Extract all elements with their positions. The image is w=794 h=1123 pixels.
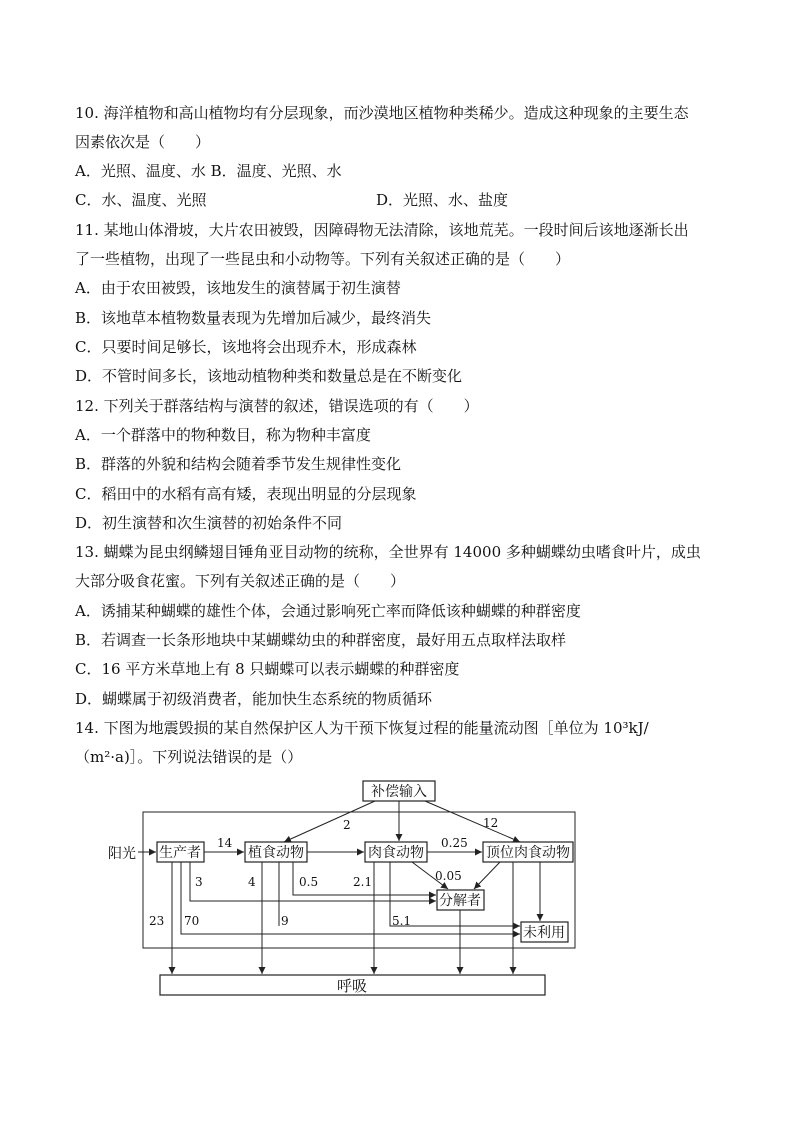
q10-option-c: C．水、温度、光照 [75,191,207,209]
carnivore-label: 肉食动物 [368,845,424,861]
label-producer-unused: 70 [184,914,200,928]
q12-option-a: A．一个群落中的物种数目，称为物种丰富度 [75,426,371,444]
label-herbivore-resp: 4 [248,875,256,889]
q11-option-b: B．该地草本植物数量表现为先增加后减少，最终消失 [75,309,432,327]
q13-stem-line1: 13. 蝴蝶为昆虫纲鳞翅目锤角亚目动物的统称，全世界有 14000 多种蝴蝶幼虫嗜食叶片，成虫 [75,543,701,561]
input-label: 补偿输入 [371,784,427,800]
label-producer-resp: 23 [149,914,165,928]
q11-option-c: C．只要时间足够长，该地将会出现乔木，形成森林 [75,338,417,356]
label-producer-herbivore: 14 [217,836,233,850]
q10-stem-line1: 10. 海洋植物和高山植物均有分层现象，而沙漠地区植物种类稀少。造成这种现象的主要生态 [75,104,689,122]
arrow-input-herbivore [284,801,375,842]
label-carnivore-decomposer: 0.05 [435,869,462,883]
q11-option-a: A．由于农田被毁，该地发生的演替属于初生演替 [75,279,401,297]
q12-option-d: D．初生演替和次生演替的初始条件不同 [75,514,343,532]
top-carnivore-label: 顶位肉食动物 [486,845,570,861]
unused-label: 未利用 [523,925,565,941]
q13-option-a: A．诱捕某种蝴蝶的雄性个体，会通过影响死亡率而降低该种蝴蝶的种群密度 [75,602,581,620]
label-input-top: 12 [483,816,499,830]
q11-option-d: D．不管时间多长，该地动植物种类和数量总是在不断变化 [75,367,463,385]
q10-option-d: D．光照、水、盐度 [376,191,509,209]
q14-stem-line1: 14. 下图为地震毁损的某自然保护区人为干预下恢复过程的能量流动图［单位为 10³kJ/ [75,719,649,737]
label-herbivore-unused: 9 [281,914,289,928]
herbivore-label: 植食动物 [248,845,304,861]
q11-stem-line1: 11. 某地山体滑坡，大片农田被毁，因障碍物无法清除，该地荒芜。一段时间后该地逐渐长出 [75,221,689,239]
arrow-input-top [425,801,520,842]
arrow-top-decomposer [474,862,500,889]
q13-option-b: B．若调查一长条形地块中某蝴蝶幼虫的种群密度，最好用五点取样法取样 [75,631,567,649]
decomposer-label: 分解者 [439,893,481,909]
q13-stem-line2: 大部分吸食花蜜。下列有关叙述正确的是（ ） [75,572,406,590]
q14-stem-line2: （m²·a)］。下列说法错误的是（） [75,748,303,766]
label-producer-decomposer: 3 [195,875,203,889]
q11-stem-line2: 了一些植物，出现了一些昆虫和小动物等。下列有关叙述正确的是（ ） [75,250,571,268]
q13-option-d: D．蝴蝶属于初级消费者，能加快生态系统的物质循环 [75,690,433,708]
label-carnivore-resp: 2.1 [353,875,373,889]
q12-option-b: B．群落的外貌和结构会随着季节发生规律性变化 [75,455,402,473]
q13-option-c: C．16 平方米草地上有 8 只蝴蝶可以表示蝴蝶的种群密度 [75,660,460,678]
sun-label: 阳光 [108,846,136,862]
label-input-herbivore: 2 [343,818,351,832]
q10-option-ab: A．光照、温度、水 B．温度、光照、水 [75,162,342,180]
q10-stem-line2: 因素依次是（ ） [75,133,211,151]
q12-stem: 12. 下列关于群落结构与演替的叙述，错误选项的有（ ） [75,397,479,415]
label-carnivore-top: 0.25 [441,836,468,850]
q12-option-c: C．稻田中的水稻有高有矮，表现出明显的分层现象 [75,485,417,503]
label-carnivore-unused: 5.1 [392,914,412,928]
label-herbivore-decomposer: 0.5 [299,875,319,889]
respiration-label: 呼吸 [336,977,368,995]
producer-label: 生产者 [159,845,201,861]
